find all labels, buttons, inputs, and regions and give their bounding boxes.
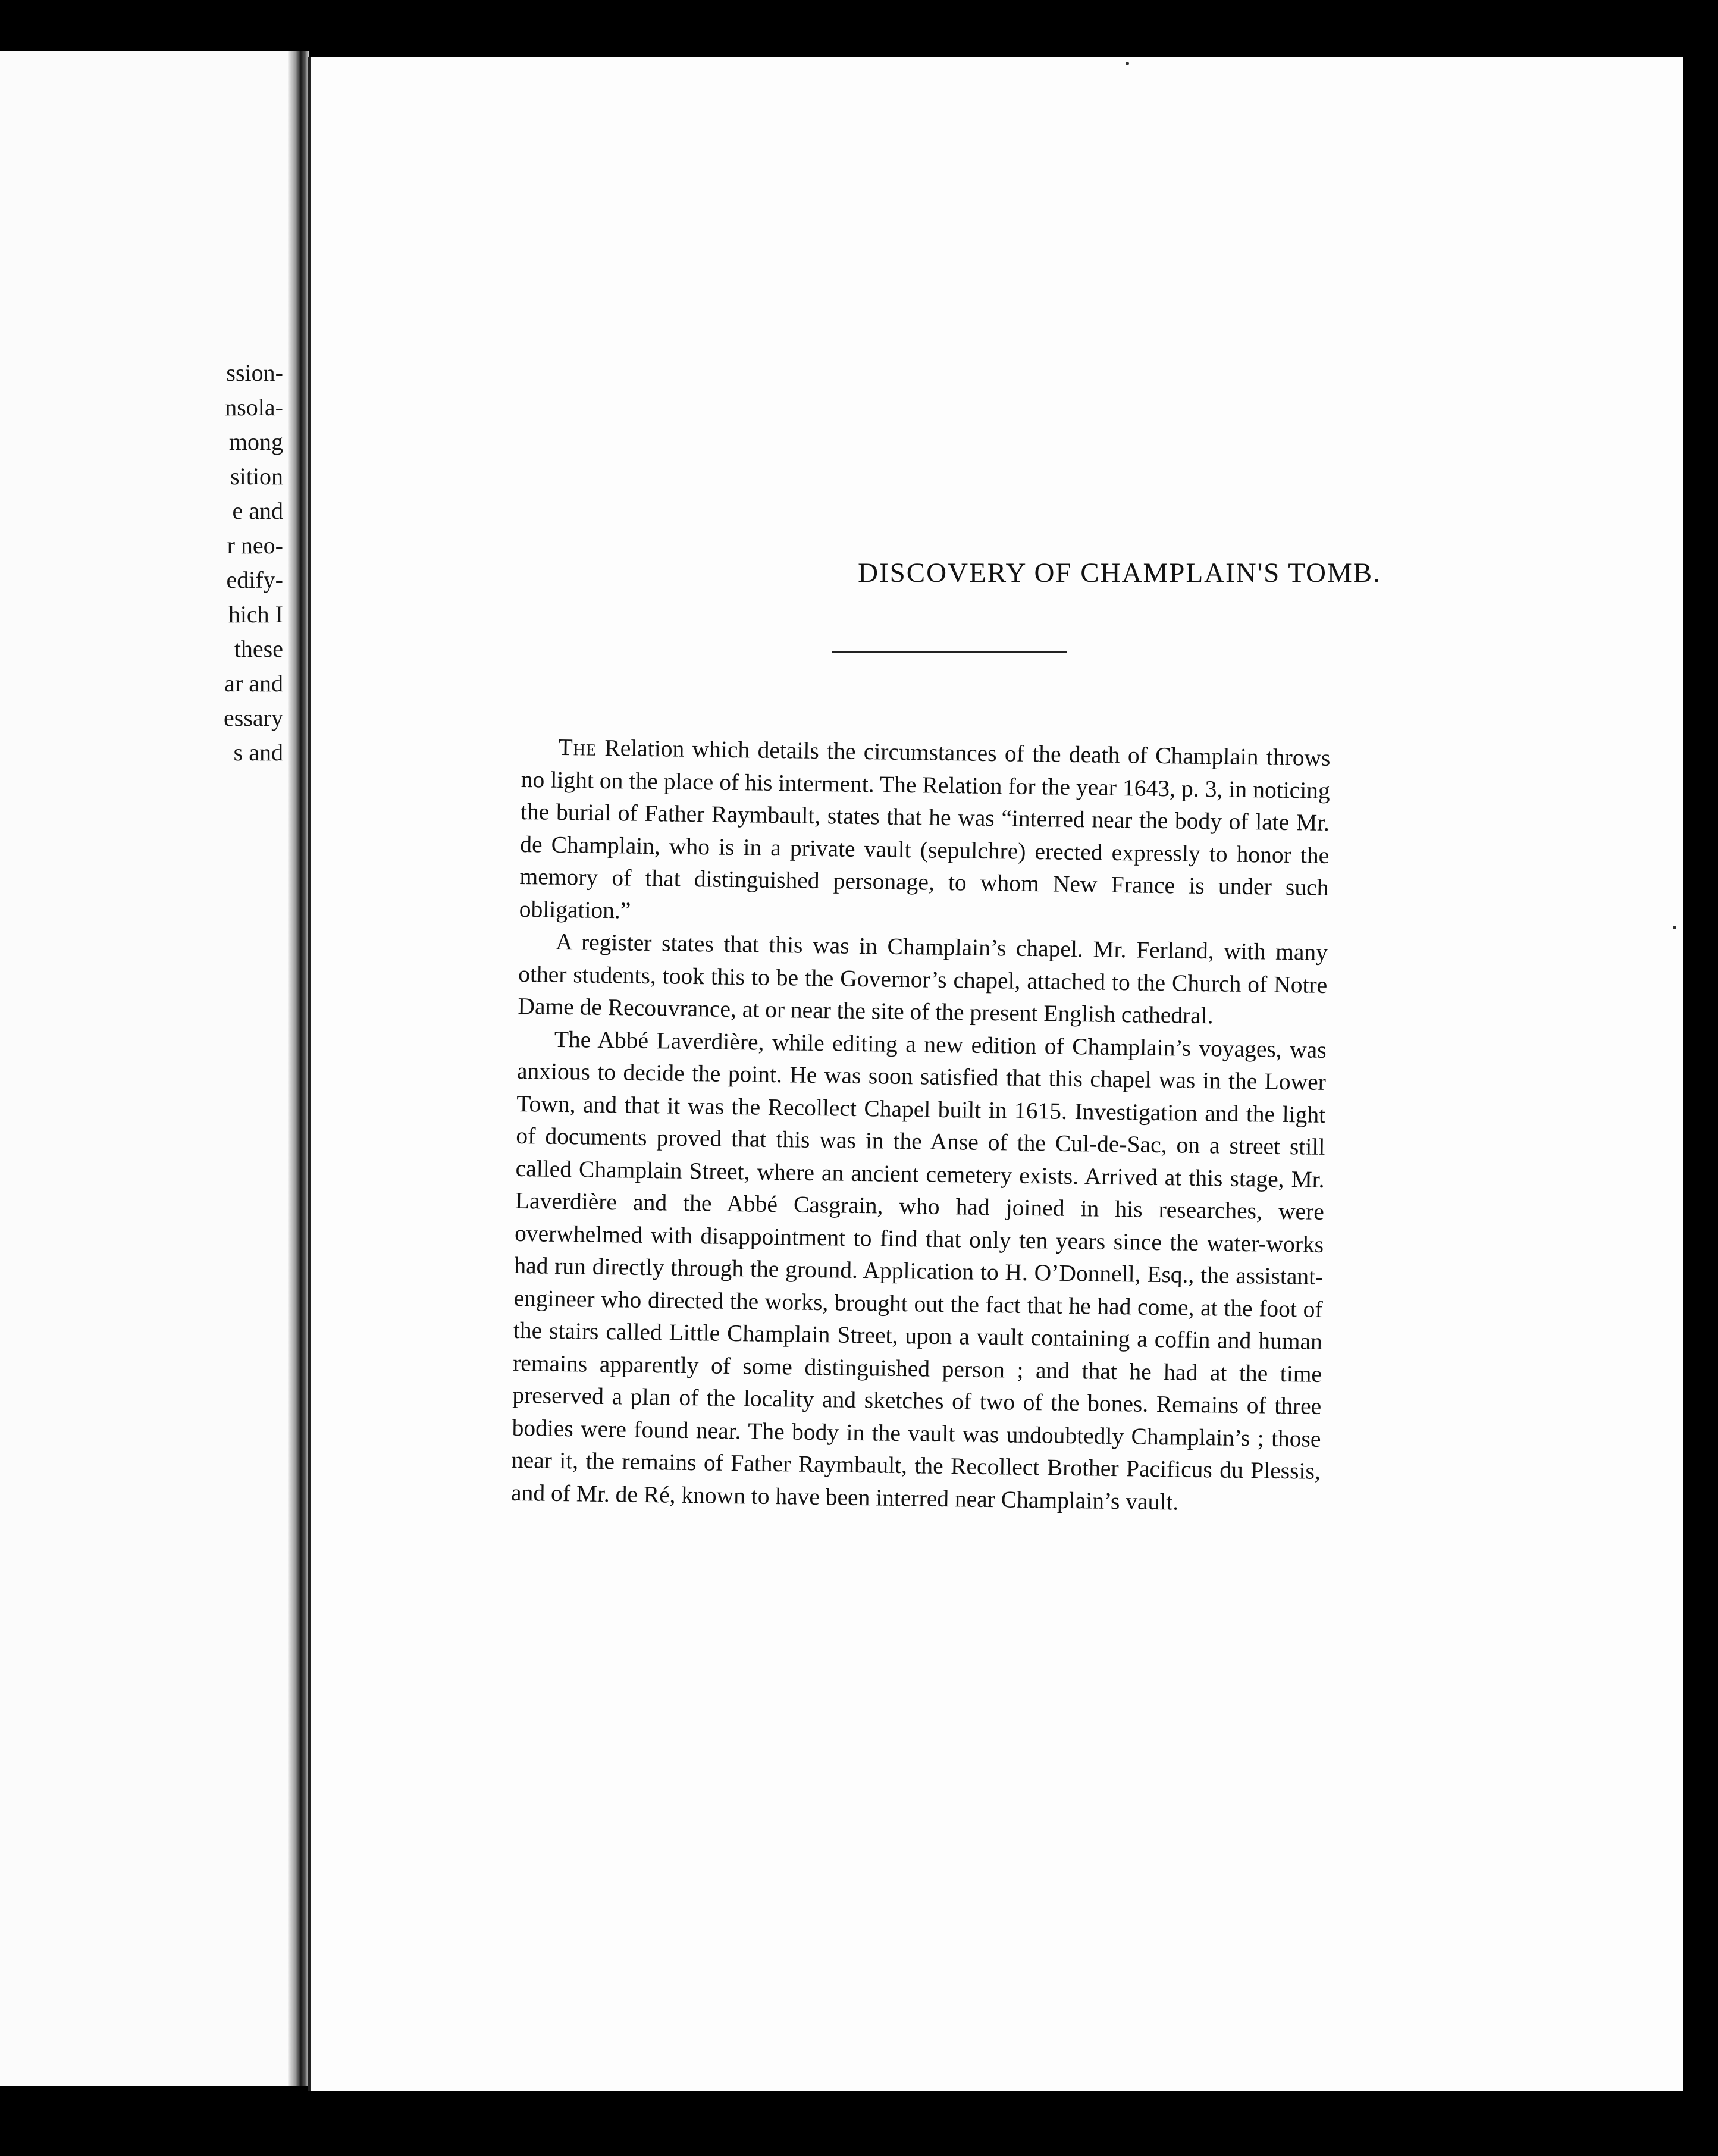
main-page bbox=[308, 57, 1683, 2091]
text-fragment: edify- bbox=[226, 566, 283, 593]
previous-page bbox=[0, 51, 303, 2086]
paragraph bbox=[511, 1022, 1327, 1519]
text-fragment: e and bbox=[232, 497, 283, 524]
paragraph-text: The Abbé Laverdière, while editing a new edition of Champlain’s voyages, was anxious to decide the point. He was soon satisfied that this chapel was in the Lower Town, and that it was the Recollect Chapel built in 1615. Investigation and the light of documents proved that this was in the Anse of the Cul-de-Sac, on a street still called Champlain Street, where an ancient cemetery exists. Arrived at this stage, Mr. Laverdière and the Abbé Casgrain, who had joined in his researches, were overwhelmed with disappointment to find that only ten years since the water-works had run directly through the ground. Application to H. O’Donnell, Esq., the assistant-engineer who directed the works, brought out the fact that he had come, at the foot of the stairs called Little Champlain Street, upon a vault containing a coffin and human remains apparently of some distinguished person ; and that he had at the time preserved a plan of the locality and sketches of two of the bones. Remains of three bodies were found near. The body in the vault was undoubtedly Champlain’s ; those near it, the remains of Father Raymbault, the Recollect Brother Pacificus du Plessis, and of Mr. de Ré, known to have been interred near Champlain’s vault. bbox=[510, 1026, 1327, 1515]
paragraph bbox=[519, 731, 1330, 936]
text-fragment: r neo- bbox=[227, 532, 283, 559]
body-text bbox=[511, 731, 1331, 1520]
scan-speck bbox=[1673, 926, 1676, 929]
text-fragment: these bbox=[234, 635, 283, 662]
text-fragment: s and bbox=[233, 739, 283, 766]
text-fragment: nsola- bbox=[225, 394, 283, 421]
text-fragment: essary bbox=[224, 704, 283, 731]
text-fragment: hich I bbox=[228, 601, 283, 628]
paragraph-lead: The bbox=[558, 734, 597, 761]
text-fragment: ssion- bbox=[226, 359, 283, 386]
scan-speck bbox=[1126, 62, 1129, 65]
text-fragment: mong bbox=[228, 428, 283, 455]
paragraph bbox=[518, 925, 1328, 1033]
paragraph-text: A register states that this was in Champlain’s chapel. Mr. Ferland, with many other students, took this to be the Governor’s chapel, attached to the Church of Notre Dame de Recouvrance, at or near the site of the present English cathedral. bbox=[518, 928, 1328, 1029]
book-gutter bbox=[288, 51, 309, 2086]
paragraph-text: Relation which details the circumstances of the death of Champlain throws no light on the place of his interment. The Relation for the year 1643, p. 3, in noticing the burial of Father Raymbault, states that he was “interred near the body of late Mr. de Champlain, who is in a private vault (sepulchre) erected expressly to honor the memory of that distinguished personage, to whom New France is under such obligation.” bbox=[519, 734, 1331, 924]
text-fragment: sition bbox=[230, 463, 283, 490]
page-title: DISCOVERY OF CHAMPLAIN'S TOMB. bbox=[858, 557, 1381, 588]
text-fragment: ar and bbox=[224, 670, 283, 697]
title-rule bbox=[832, 651, 1067, 653]
